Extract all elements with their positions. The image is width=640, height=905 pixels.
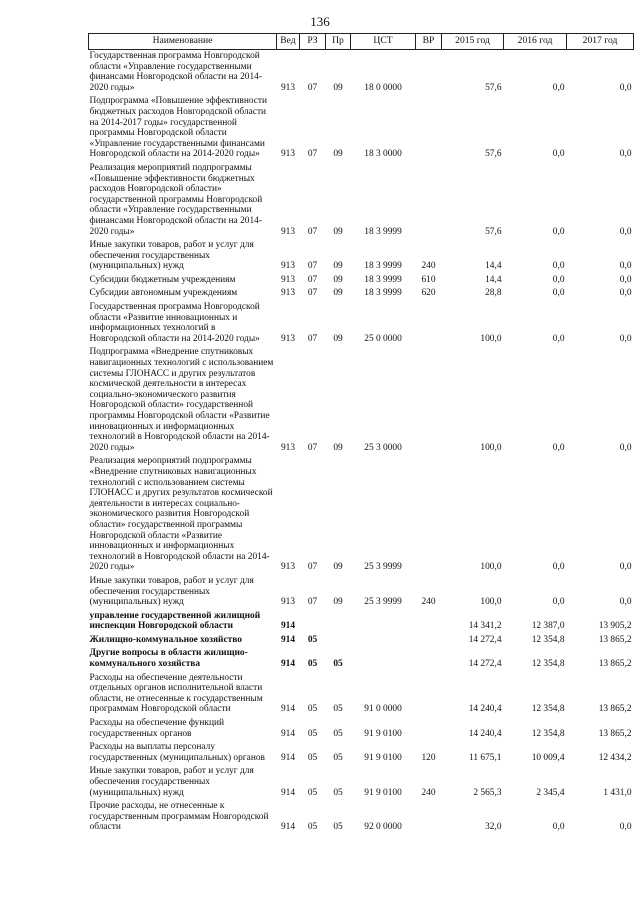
cell-rz: 07 bbox=[307, 82, 318, 93]
cell-name: Иные закупки товаров, работ и услуг для обеспечения государственных (муниципальных) нужд bbox=[89, 240, 254, 272]
page-number: 136 bbox=[310, 14, 330, 29]
cell-vr bbox=[416, 455, 442, 575]
cell-2017: 12 434,2 bbox=[598, 752, 632, 763]
cell-rz: 07 bbox=[307, 288, 318, 299]
table-row bbox=[89, 672, 634, 717]
table-row bbox=[89, 647, 634, 671]
cell-pr: 05 bbox=[333, 659, 343, 670]
cell-rz: 07 bbox=[307, 149, 318, 160]
table-row bbox=[89, 239, 634, 274]
cell-cst: 91 9 0100 bbox=[364, 752, 402, 763]
cell-cst: 91 9 0100 bbox=[364, 787, 402, 798]
cell-ved: 913 bbox=[280, 226, 296, 237]
cell-2017: 0,0 bbox=[619, 333, 632, 344]
cell-2017: 0,0 bbox=[619, 562, 632, 573]
cell-cst: 25 3 9999 bbox=[364, 562, 402, 573]
cell-ved: 914 bbox=[280, 822, 296, 833]
cell-2015: 2 565,3 bbox=[473, 787, 502, 798]
cell-pr: 09 bbox=[333, 288, 343, 299]
cell-2015: 14 240,4 bbox=[468, 704, 502, 715]
cell-pr: 09 bbox=[333, 562, 343, 573]
cell-name: Иные закупки товаров, работ и услуг для обеспечения государственных (муниципальных) нужд bbox=[89, 575, 254, 608]
cell-2015: 14,4 bbox=[485, 274, 502, 285]
cell-2016: 0,0 bbox=[552, 288, 565, 299]
cell-2016: 12 354,8 bbox=[531, 659, 565, 670]
table-header bbox=[89, 34, 634, 50]
cell-vr bbox=[416, 610, 442, 634]
cell-name: Расходы на выплаты персоналу государственных (муниципальных) органов bbox=[89, 742, 265, 763]
cell-2017: 13 905,2 bbox=[598, 621, 632, 632]
cell-vr: 120 bbox=[421, 752, 436, 763]
cell-rz: 05 bbox=[307, 659, 318, 670]
table-row bbox=[89, 287, 634, 301]
table-row bbox=[89, 162, 634, 239]
cell-2017: 13 865,2 bbox=[598, 659, 632, 670]
cell-vr bbox=[416, 95, 442, 162]
cell-name: Государственная программа Новгородской области «Развитие инновационных и информационных технологий в Новгородской области на 2014-2020 годы» bbox=[89, 302, 260, 344]
table-row bbox=[89, 575, 634, 610]
cell-pr bbox=[326, 634, 351, 648]
cell-cst: 18 3 9999 bbox=[364, 226, 402, 237]
cell-rz bbox=[300, 610, 326, 634]
cell-name: управление государственной жилищной инспекции Новгородской области bbox=[89, 610, 261, 632]
cell-2016: 12 354,8 bbox=[531, 634, 565, 645]
cell-pr: 09 bbox=[333, 82, 343, 93]
cell-2017: 1 431,0 bbox=[603, 787, 632, 798]
cell-name: Расходы на обеспечение деятельности отдельных органов исполнительной власти области, не отнесенные к государственным программам Новгородской области bbox=[89, 672, 263, 715]
cell-2015: 14 272,4 bbox=[468, 634, 502, 645]
cell-ved: 913 bbox=[280, 274, 296, 285]
cell-2016: 12 354,8 bbox=[531, 704, 565, 715]
cell-pr: 09 bbox=[333, 442, 343, 453]
cell-rz: 05 bbox=[307, 822, 318, 833]
cell-cst bbox=[351, 634, 416, 648]
cell-vr bbox=[416, 346, 442, 455]
cell-vr: 240 bbox=[421, 787, 436, 798]
cell-2016: 2 345,4 bbox=[536, 787, 565, 798]
cell-2016: 0,0 bbox=[552, 333, 565, 344]
cell-rz: 07 bbox=[307, 261, 318, 272]
header-vr: ВР bbox=[416, 34, 442, 50]
table-body bbox=[89, 50, 634, 835]
cell-vr bbox=[416, 800, 442, 835]
cell-name: Расходы на обеспечение функций государственных органов bbox=[89, 718, 224, 739]
cell-pr: 09 bbox=[333, 597, 343, 608]
table-row bbox=[89, 50, 634, 96]
cell-2015: 14,4 bbox=[485, 261, 502, 272]
header-2016: 2016 год bbox=[504, 34, 567, 50]
cell-rz: 07 bbox=[307, 562, 318, 573]
cell-name: Реализация мероприятий подпрограммы «Внедрение спутниковых навигационных технологий с использованием системы ГЛОНАСС и других результатов космической деятельности в интересах социально-экономического развития Новгородской области» государственной программы Новгородской области «Развитие инновационных и информационных технологий в Новгородской области на 2014-2020 годы» bbox=[89, 456, 273, 573]
cell-name: Иные закупки товаров, работ и услуг для обеспечения государственных (муниципальных) нужд bbox=[89, 766, 254, 798]
cell-cst bbox=[351, 647, 416, 671]
cell-rz: 05 bbox=[307, 752, 318, 763]
cell-pr: 05 bbox=[333, 752, 343, 763]
cell-2015: 57,6 bbox=[485, 82, 502, 93]
header-rz: РЗ bbox=[300, 34, 326, 50]
cell-2017: 0,0 bbox=[619, 288, 632, 299]
cell-name: Жилищно-коммунальное хозяйство bbox=[89, 634, 242, 645]
table-row bbox=[89, 274, 634, 288]
cell-rz: 05 bbox=[307, 634, 318, 645]
cell-2015: 100,0 bbox=[480, 333, 502, 344]
cell-name: Другие вопросы в области жилищно-коммунального хозяйства bbox=[89, 648, 248, 670]
cell-pr: 09 bbox=[333, 333, 343, 344]
cell-2016: 12 354,8 bbox=[531, 728, 565, 739]
cell-ved: 913 bbox=[280, 562, 296, 573]
cell-cst: 18 3 9999 bbox=[364, 261, 402, 272]
cell-2017: 0,0 bbox=[619, 149, 632, 160]
cell-name: Государственная программа Новгородской области «Управление государственными финансами Новгородской области на 2014-2020 годы» bbox=[89, 51, 262, 93]
cell-2015: 11 675,1 bbox=[469, 752, 502, 763]
cell-name: Субсидии автономным учреждениям bbox=[89, 288, 238, 299]
cell-cst: 25 3 9999 bbox=[364, 597, 402, 608]
cell-ved: 913 bbox=[280, 261, 296, 272]
cell-2017: 0,0 bbox=[619, 261, 632, 272]
header-pr: Пр bbox=[326, 34, 351, 50]
table-row bbox=[89, 346, 634, 455]
cell-cst bbox=[351, 610, 416, 634]
cell-2016: 0,0 bbox=[552, 149, 565, 160]
cell-2015: 57,6 bbox=[485, 226, 502, 237]
table-row bbox=[89, 455, 634, 575]
cell-2015: 14 341,2 bbox=[468, 621, 502, 632]
cell-rz: 05 bbox=[307, 704, 318, 715]
cell-ved: 913 bbox=[280, 82, 296, 93]
cell-2015: 32,0 bbox=[485, 822, 502, 833]
cell-2016: 10 009,4 bbox=[531, 752, 565, 763]
cell-2015: 28,8 bbox=[485, 288, 502, 299]
cell-cst: 92 0 0000 bbox=[364, 822, 402, 833]
cell-2016: 0,0 bbox=[552, 226, 565, 237]
cell-pr: 09 bbox=[333, 149, 343, 160]
cell-pr: 05 bbox=[333, 704, 343, 715]
cell-cst: 18 0 0000 bbox=[364, 82, 402, 93]
cell-cst: 91 9 0100 bbox=[364, 728, 402, 739]
cell-name: Прочие расходы, не отнесенные к государственным программам Новгородской области bbox=[89, 801, 269, 833]
cell-ved: 914 bbox=[280, 728, 296, 739]
cell-name: Реализация мероприятий подпрограммы «Повышение эффективности бюджетных расходов Новгородской области» государственной программы Новгородской области «Управление государственными финансами Новгородской области на 2014-2020 годы» bbox=[89, 162, 263, 237]
cell-vr: 610 bbox=[421, 274, 436, 285]
cell-rz: 05 bbox=[307, 728, 318, 739]
cell-2017: 13 865,2 bbox=[598, 634, 632, 645]
cell-rz: 07 bbox=[307, 597, 318, 608]
table-row bbox=[89, 741, 634, 765]
cell-rz: 07 bbox=[307, 333, 318, 344]
cell-2016: 0,0 bbox=[552, 274, 565, 285]
cell-rz: 07 bbox=[307, 442, 318, 453]
cell-cst: 25 3 0000 bbox=[364, 442, 402, 453]
cell-ved: 913 bbox=[280, 442, 296, 453]
cell-2015: 57,6 bbox=[485, 149, 502, 160]
table-row bbox=[89, 800, 634, 835]
cell-pr bbox=[326, 610, 351, 634]
cell-2017: 0,0 bbox=[619, 226, 632, 237]
cell-ved: 914 bbox=[280, 752, 296, 763]
cell-2017: 0,0 bbox=[619, 274, 632, 285]
cell-rz: 07 bbox=[307, 274, 318, 285]
cell-2015: 14 240,4 bbox=[468, 728, 502, 739]
cell-pr: 05 bbox=[333, 822, 343, 833]
cell-pr: 09 bbox=[333, 226, 343, 237]
cell-2017: 0,0 bbox=[619, 442, 632, 453]
table-row bbox=[89, 765, 634, 800]
header-2017: 2017 год bbox=[567, 34, 634, 50]
header-2015: 2015 год bbox=[442, 34, 504, 50]
cell-2016: 12 387,0 bbox=[531, 621, 565, 632]
cell-rz: 05 bbox=[307, 787, 318, 798]
cell-vr: 620 bbox=[421, 288, 436, 299]
cell-2017: 0,0 bbox=[619, 822, 632, 833]
cell-2016: 0,0 bbox=[552, 261, 565, 272]
cell-cst: 18 3 0000 bbox=[364, 149, 402, 160]
cell-ved: 914 bbox=[280, 621, 296, 632]
cell-vr bbox=[416, 301, 442, 346]
table-row bbox=[89, 95, 634, 162]
cell-pr: 09 bbox=[333, 261, 343, 272]
cell-2016: 0,0 bbox=[552, 442, 565, 453]
cell-2017: 13 865,2 bbox=[598, 728, 632, 739]
table-row bbox=[89, 717, 634, 741]
cell-2016: 0,0 bbox=[552, 822, 565, 833]
cell-name: Субсидии бюджетным учреждениям bbox=[89, 274, 236, 285]
table-row bbox=[89, 301, 634, 346]
table-row bbox=[89, 610, 634, 634]
table-row bbox=[89, 634, 634, 648]
cell-2017: 0,0 bbox=[619, 82, 632, 93]
cell-2016: 0,0 bbox=[552, 597, 565, 608]
cell-2016: 0,0 bbox=[552, 82, 565, 93]
cell-ved: 914 bbox=[280, 704, 296, 715]
header-ved: Вед bbox=[277, 34, 300, 50]
cell-2017: 13 865,2 bbox=[598, 704, 632, 715]
cell-ved: 913 bbox=[280, 288, 296, 299]
budget-table bbox=[88, 33, 634, 835]
cell-ved: 913 bbox=[280, 597, 296, 608]
cell-name: Подпрограмма «Повышение эффективности бюджетных расходов Новгородской области на 2014-2017 годы» государственной программы Новгородской области «Управление государственными финансами Новгородской области на 2014-2020 годы» bbox=[89, 96, 268, 160]
cell-ved: 913 bbox=[280, 149, 296, 160]
cell-cst: 91 0 0000 bbox=[364, 704, 402, 715]
cell-rz: 07 bbox=[307, 226, 318, 237]
cell-2015: 100,0 bbox=[480, 442, 502, 453]
cell-2017: 0,0 bbox=[619, 597, 632, 608]
header-cst: ЦСТ bbox=[351, 34, 416, 50]
cell-cst: 18 3 9999 bbox=[364, 274, 402, 285]
cell-pr: 05 bbox=[333, 728, 343, 739]
cell-vr bbox=[416, 162, 442, 239]
cell-pr: 05 bbox=[333, 787, 343, 798]
cell-2015: 14 272,4 bbox=[468, 659, 502, 670]
cell-vr: 240 bbox=[421, 261, 436, 272]
cell-vr bbox=[416, 50, 442, 96]
cell-vr bbox=[416, 647, 442, 671]
cell-vr bbox=[416, 672, 442, 717]
cell-2016: 0,0 bbox=[552, 562, 565, 573]
cell-name: Подпрограмма «Внедрение спутниковых навигационных технологий с использованием системы ГЛОНАСС и других результатов космической деятельности в интересах социально-экономического развития Новгородской области» государственной программы Новгородской области «Развитие инновационных и информационных технологий в Новгородской области на 2014-2020 годы» bbox=[89, 347, 274, 453]
cell-2015: 100,0 bbox=[480, 562, 502, 573]
cell-ved: 914 bbox=[280, 787, 296, 798]
cell-ved: 914 bbox=[280, 634, 296, 645]
cell-ved: 914 bbox=[280, 659, 296, 670]
cell-ved: 913 bbox=[280, 333, 296, 344]
cell-vr: 240 bbox=[421, 597, 436, 608]
header-name: Наименование bbox=[89, 34, 277, 50]
cell-vr bbox=[416, 717, 442, 741]
cell-cst: 25 0 0000 bbox=[364, 333, 402, 344]
cell-pr: 09 bbox=[333, 274, 343, 285]
cell-2015: 100,0 bbox=[480, 597, 502, 608]
cell-vr bbox=[416, 634, 442, 648]
cell-cst: 18 3 9999 bbox=[364, 288, 402, 299]
